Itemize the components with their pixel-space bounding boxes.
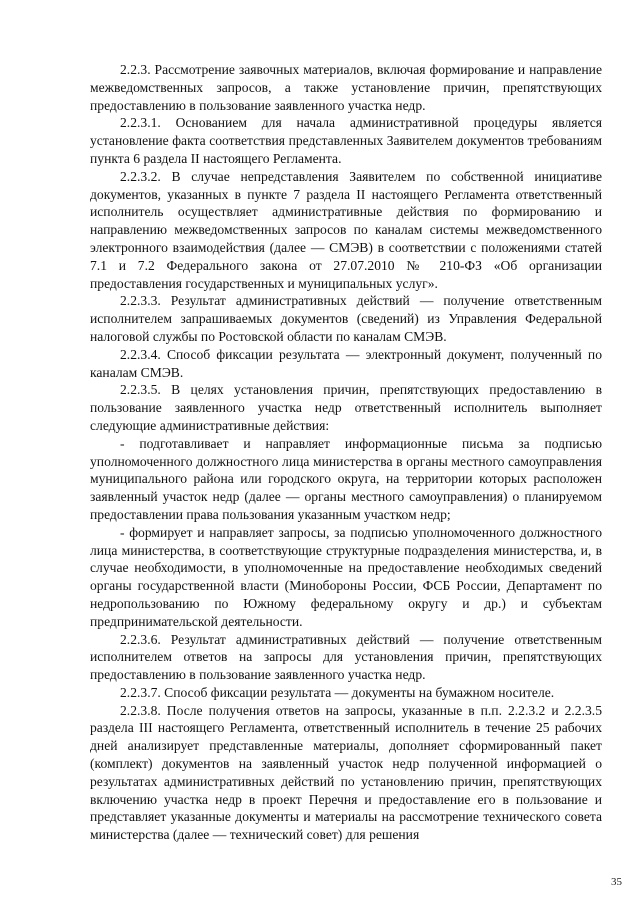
paragraph-2-2-3-1: 2.2.3.1. Основанием для начала административной процедуры является установление факта соответствия представленных Заявителем документов требованиям пункта 6 раздела II настоящего Регламента. (90, 115, 602, 166)
list-item-requests: - формирует и направляет запросы, за подписью уполномоченного должностного лица министерства, в соответствующие структурные подразделения министерства, и, в случае необходимости, в уполномоченные на предоставление необходимых сведений органы государственной власти (Минобороны России, ФСБ России, Департамент по недропользованию по Южному федеральному округу и др.) и субъектам предпринимательской деятельности. (90, 524, 602, 629)
paragraph-2-2-3-4: 2.2.3.4. Способ фиксации результата — электронный документ, полученный по каналам СМЭВ. (90, 346, 602, 380)
paragraph-2-2-3-7: 2.2.3.7. Способ фиксации результата — документы на бумажном носителе. (120, 684, 555, 700)
paragraph-2-2-3-5: 2.2.3.5. В целях установления причин, препятствующих предоставлению в пользование заявленного участка недр ответственный исполнитель выполняет следующие административные действия: (90, 382, 602, 433)
page-number: 35 (611, 876, 622, 888)
paragraph-2-2-3-8: 2.2.3.8. После получения ответов на запросы, указанные в п.п. 2.2.3.2 и 2.2.3.5 раздела III настоящего Регламента, ответственный исполнитель в течение 25 рабочих дней анализирует представленные материалы, дополняет сформированный пакет (комплект) документов на заявленный участок недр полученной информацией о результатах административных действий по установлению причин, препятствующих включению участка недр в проект Перечня и предоставление его в пользование и представляет указанные документы и материалы на рассмотрение технического совета министерства (далее — технический совет) для решения (90, 702, 602, 843)
paragraph-2-2-3: 2.2.3. Рассмотрение заявочных материалов, включая формирование и направление межведомственных запросов, а также установление причин, препятствующих предоставлению в пользование заявленного участка недр. (90, 62, 602, 113)
paragraph-2-2-3-6: 2.2.3.6. Результат административных действий — получение ответственным исполнителем ответов на запросы для установления причин, препятствующих предоставлению в пользование заявленного участка недр. (90, 631, 602, 683)
paragraph-2-2-3-3: 2.2.3.3. Результат административных действий — получение ответственным исполнителем запрашиваемых документов (сведений) из Управления Федеральной налоговой службы по Ростовской области по каналам СМЭВ. (90, 293, 602, 344)
paragraph-2-2-3-2: 2.2.3.2. В случае непредставления Заявителем по собственной инициативе документов, указанных в пункте 7 раздела II настоящего Регламента ответственный исполнитель осуществляет административные действия по формированию и направлению межведомственных запросов по каналам системы межведомственного электронного взаимодействия (далее — СМЭВ) в соответствии с положениями статей 7.1 и 7.2 Федерального закона от 27.07.2010 № 210-ФЗ «Об организации предоставления государственных и муниципальных услуг». (90, 168, 602, 291)
list-item-informational-letters: - подготавливает и направляет информационные письма за подписью уполномоченного должностного лица министерства в органы местного самоуправления муниципального района или городского округа, на территории которых расположен заявленный участок недр (далее — органы местного самоуправления) о планируемом предоставлении права пользования указанным участком недр; (90, 435, 602, 522)
